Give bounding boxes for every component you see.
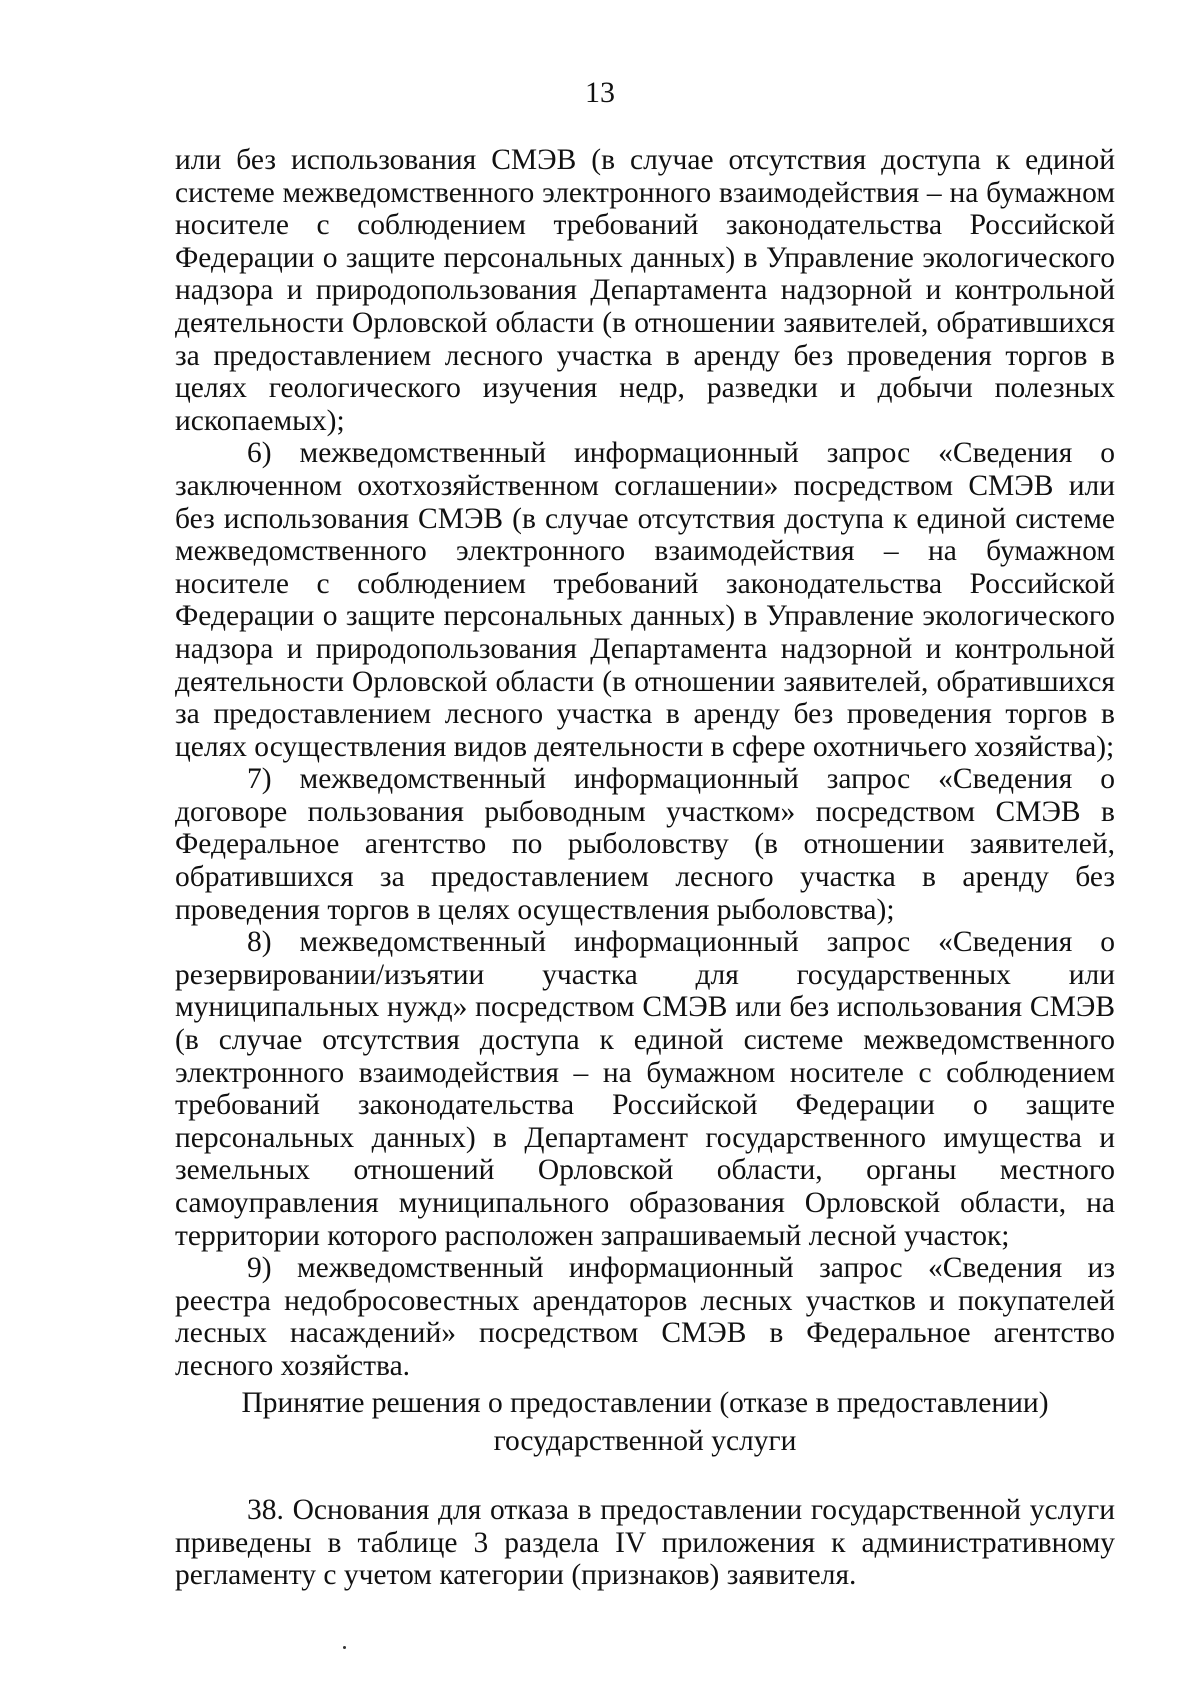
paragraph-38: 38. Основания для отказа в предоставлении государственной услуги приведены в таблице 3 раздела IV приложения к административному регламенту с учетом категории (признаков) заявителя.: [175, 1494, 1115, 1592]
document-body: [175, 144, 1115, 1383]
paragraph-item-9: 9) межведомственный информационный запрос «Сведения из реестра недобросовестных арендаторов лесных участков и покупателей лесных насаждений» посредством СМЭВ в Федеральное агентство лесного хозяйства.: [175, 1252, 1115, 1382]
paragraph-item-6: 6) межведомственный информационный запрос «Сведения о заключенном охотхозяйственном соглашении» посредством СМЭВ или без использования СМЭВ (в случае отсутствия доступа к единой системе межведомственного электронного взаимодействия – на бумажном носителе с соблюдением требований законодательства Российской Федерации о защите персональных данных) в Управление экологического надзора и природопользования Департамента надзорной и контрольной деятельности Орловской области (в отношении заявителей, обратившихся за предоставлением лесного участка в аренду без проведения торгов в целях осуществления видов деятельности в сфере охотничьего хозяйства);: [175, 437, 1115, 763]
section-heading-line-1: Принятие решения о предоставлении (отказе в предоставлении): [241, 1387, 1049, 1419]
scan-speck: [343, 1646, 346, 1649]
section-heading: [175, 1384, 1115, 1460]
paragraph-continuation: или без использования СМЭВ (в случае отсутствия доступа к единой системе межведомственного электронного взаимодействия – на бумажном носителе с соблюдением требований законодательства Российской Федерации о защите персональных данных) в Управление экологического надзора и природопользования Департамента надзорной и контрольной деятельности Орловской области (в отношении заявителей, обратившихся за предоставлением лесного участка в аренду без проведения торгов в целях геологического изучения недр, разведки и добычи полезных ископаемых);: [175, 144, 1115, 437]
page-number: 13: [585, 76, 615, 109]
paragraph-item-7: 7) межведомственный информационный запрос «Сведения о договоре пользования рыбоводным участком» посредством СМЭВ в Федеральное агентство по рыболовству (в отношении заявителей, обратившихся за предоставлением лесного участка в аренду без проведения торгов в целях осуществления рыболовства);: [175, 763, 1115, 926]
section-heading-line-2: государственной услуги: [493, 1425, 797, 1457]
closing-section: [175, 1494, 1115, 1592]
paragraph-item-8: 8) межведомственный информационный запрос «Сведения о резервировании/изъятии участка для государственных или муниципальных нужд» посредством СМЭВ или без использования СМЭВ (в случае отсутствия доступа к единой системе межведомственного электронного взаимодействия – на бумажном носителе с соблюдением требований законодательства Российской Федерации о защите персональных данных) в Департамент государственного имущества и земельных отношений Орловской области, органы местного самоуправления муниципального образования Орловской области, на территории которого расположен запрашиваемый лесной участок;: [175, 926, 1115, 1252]
